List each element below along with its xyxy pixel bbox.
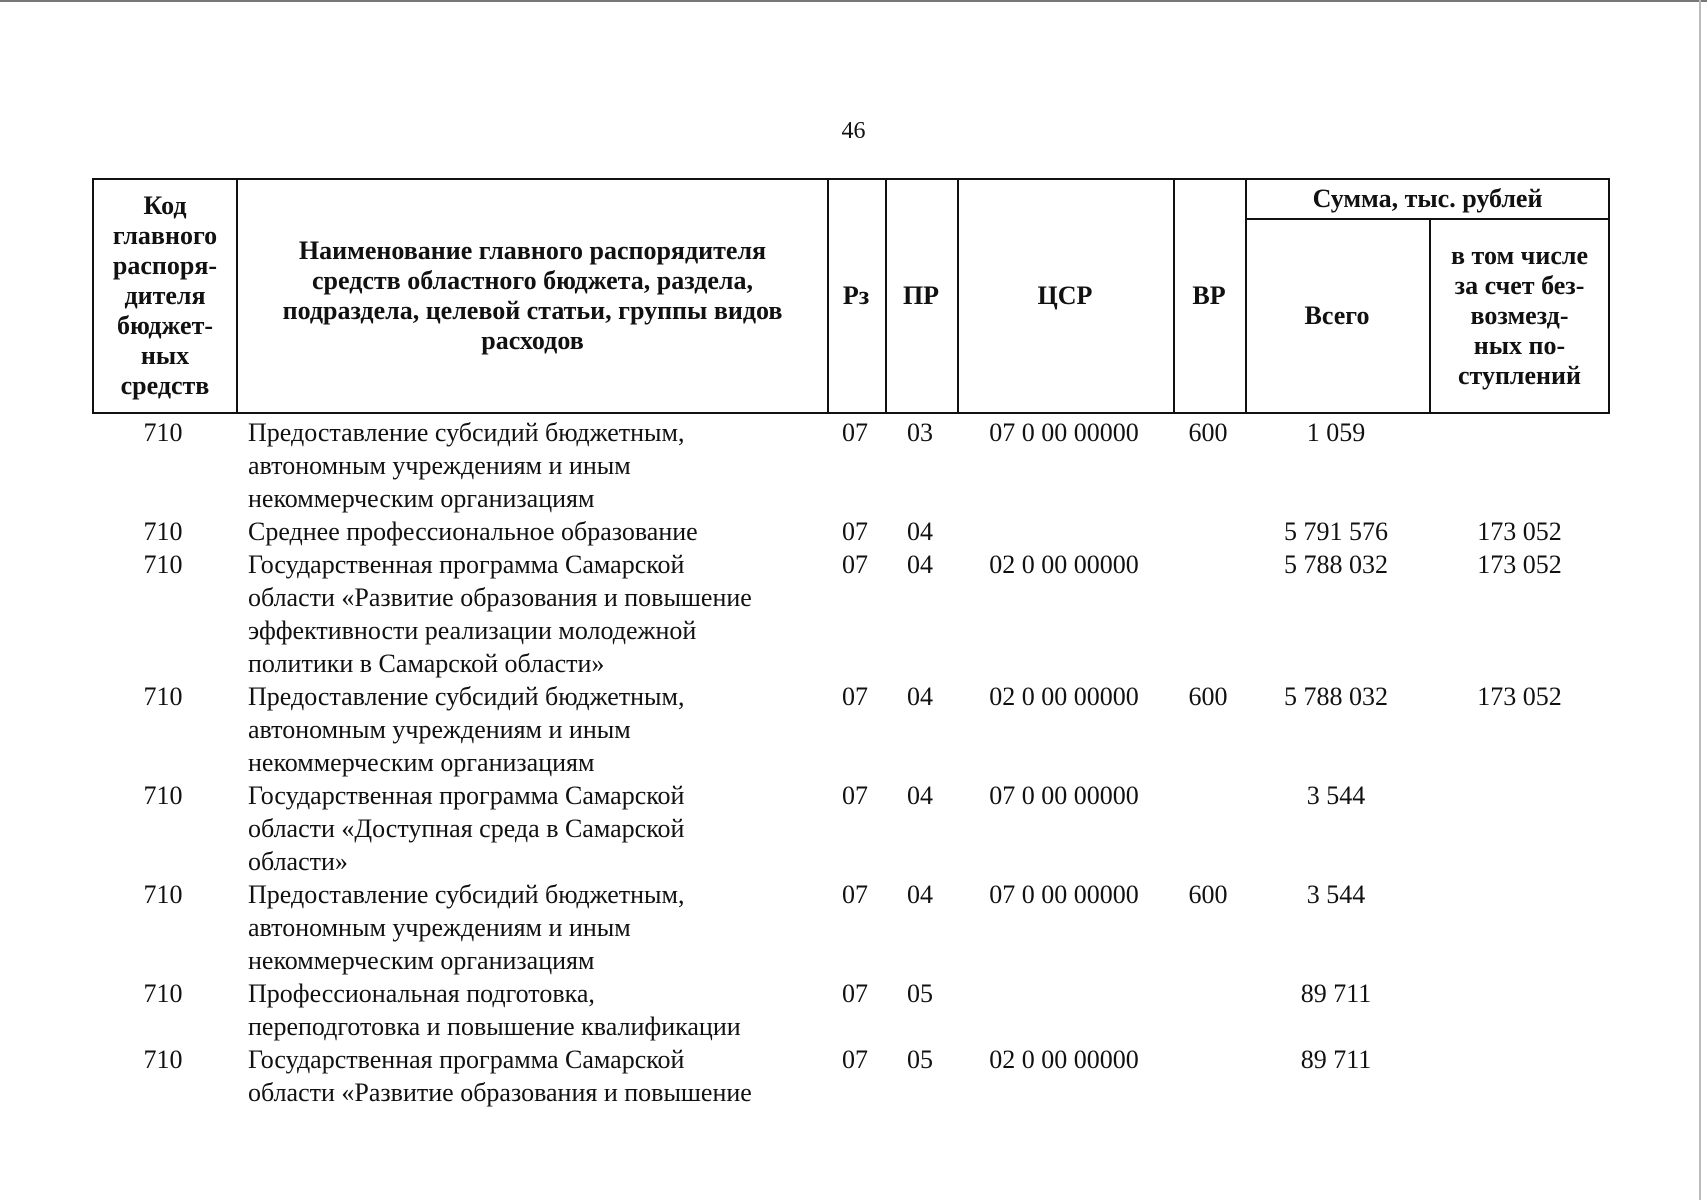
header-bez-line: за счет без-	[1454, 271, 1585, 300]
cell-pr: 03	[907, 418, 933, 447]
header-sum: Сумма, тыс. рублей	[1312, 184, 1543, 213]
cell-code: 710	[143, 880, 183, 909]
header-name-line: Наименование главного распорядителя	[298, 236, 767, 265]
cell-name-line: эффективности реализации молодежной	[248, 616, 697, 645]
header-code-line: ных	[140, 341, 190, 370]
cell-pr: 05	[907, 979, 933, 1008]
cell-name-line: Предоставление субсидий бюджетным,	[248, 418, 685, 447]
cell-name-line: Государственная программа Самарской	[248, 1045, 685, 1074]
cell-csr: 02 0 00 00000	[989, 682, 1139, 711]
cell-name-line: некоммерческим организациям	[248, 946, 595, 975]
cell-pr: 04	[907, 880, 933, 909]
cell-rz: 07	[842, 550, 868, 579]
cell-name-line: Профессиональная подготовка,	[248, 979, 595, 1008]
cell-name-line: области»	[248, 847, 348, 876]
cell-name	[248, 1043, 752, 1109]
cell-name-line: политики в Самарской области»	[248, 649, 605, 678]
cell-pr: 04	[907, 550, 933, 579]
cell-rz: 07	[842, 517, 868, 546]
cell-name-line: области «Развитие образования и повышение	[248, 583, 752, 612]
table-header	[92, 178, 1610, 414]
cell-name-line: Предоставление субсидий бюджетным,	[248, 880, 685, 909]
cell-vr: 600	[1188, 880, 1228, 909]
header-name-line: расходов	[481, 326, 584, 355]
cell-bez: 173 052	[1477, 517, 1562, 546]
header-bez-line: ступлений	[1457, 361, 1582, 390]
cell-bez: 173 052	[1477, 682, 1562, 711]
cell-vr: 600	[1188, 682, 1228, 711]
cell-name	[248, 515, 698, 548]
cell-name	[248, 416, 688, 515]
header-pr: ПР	[902, 281, 940, 310]
cell-name	[248, 779, 688, 878]
header-name-line: подраздела, целевой статьи, группы видов	[282, 296, 783, 325]
cell-rz: 07	[842, 682, 868, 711]
cell-code: 710	[143, 517, 183, 546]
cell-pr: 04	[907, 781, 933, 810]
cell-total: 5 791 576	[1284, 517, 1388, 546]
cell-vr: 600	[1188, 418, 1228, 447]
header-rz: Рз	[842, 281, 870, 310]
header-bez-line: возмезд-	[1470, 301, 1569, 330]
cell-name	[248, 977, 741, 1043]
header-code	[94, 180, 236, 412]
cell-rz: 07	[842, 979, 868, 1008]
cell-pr: 04	[907, 517, 933, 546]
cell-csr: 07 0 00 00000	[989, 880, 1139, 909]
cell-rz: 07	[842, 880, 868, 909]
cell-code: 710	[143, 1045, 183, 1074]
header-vr: ВР	[1192, 281, 1226, 310]
cell-name-line: Предоставление субсидий бюджетным,	[248, 682, 685, 711]
cell-csr: 02 0 00 00000	[989, 550, 1139, 579]
cell-name-line: некоммерческим организациям	[248, 484, 595, 513]
header-name-line: средств областного бюджета, раздела,	[312, 266, 753, 295]
cell-name-line: переподготовка и повышение квалификации	[248, 1012, 741, 1041]
header-code-line: Код	[143, 191, 187, 220]
cell-name	[248, 878, 688, 977]
scan-top-edge	[0, 0, 1707, 2]
cell-csr: 07 0 00 00000	[989, 781, 1139, 810]
cell-name	[248, 548, 752, 680]
cell-name-line: автономным учреждениям и иным	[248, 715, 631, 744]
cell-name-line: области «Доступная среда в Самарской	[248, 814, 685, 843]
header-code-line: бюджет-	[116, 311, 213, 340]
cell-name-line: области «Развитие образования и повышение	[248, 1078, 752, 1107]
cell-total: 1 059	[1306, 418, 1366, 447]
header-csr: ЦСР	[1037, 281, 1093, 310]
cell-name-line: Государственная программа Самарской	[248, 781, 685, 810]
header-bez-line: ных по-	[1473, 331, 1566, 360]
header-code-line: средств	[120, 371, 210, 400]
cell-name-line: некоммерческим организациям	[248, 748, 595, 777]
cell-code: 710	[143, 781, 183, 810]
header-total: Всего	[1304, 301, 1370, 330]
cell-rz: 07	[842, 418, 868, 447]
cell-name	[248, 680, 688, 779]
cell-name-line: Среднее профессиональное образование	[248, 517, 698, 546]
cell-name-line: автономным учреждениям и иным	[248, 913, 631, 942]
cell-total: 3 544	[1306, 880, 1366, 909]
cell-csr: 02 0 00 00000	[989, 1045, 1139, 1074]
cell-rz: 07	[842, 781, 868, 810]
cell-total: 5 788 032	[1284, 550, 1388, 579]
cell-code: 710	[143, 979, 183, 1008]
cell-code: 710	[143, 682, 183, 711]
cell-bez: 173 052	[1477, 550, 1562, 579]
cell-total: 89 711	[1300, 979, 1372, 1008]
cell-total: 5 788 032	[1284, 682, 1388, 711]
cell-code: 710	[143, 418, 183, 447]
header-code-line: главного	[112, 221, 218, 250]
cell-code: 710	[143, 550, 183, 579]
cell-name-line: автономным учреждениям и иным	[248, 451, 631, 480]
cell-pr: 04	[907, 682, 933, 711]
cell-name-line: Государственная программа Самарской	[248, 550, 685, 579]
header-bez	[1429, 220, 1610, 412]
cell-total: 3 544	[1306, 781, 1366, 810]
cell-total: 89 711	[1300, 1045, 1372, 1074]
header-name	[238, 180, 827, 412]
scan-right-edge	[1699, 0, 1701, 1200]
header-code-line: дителя	[124, 281, 206, 310]
cell-rz: 07	[842, 1045, 868, 1074]
cell-csr: 07 0 00 00000	[989, 418, 1139, 447]
header-code-line: распоря-	[112, 251, 218, 280]
header-bez-line: в том числе	[1451, 241, 1588, 270]
cell-pr: 05	[907, 1045, 933, 1074]
page-number: 46	[841, 118, 866, 144]
